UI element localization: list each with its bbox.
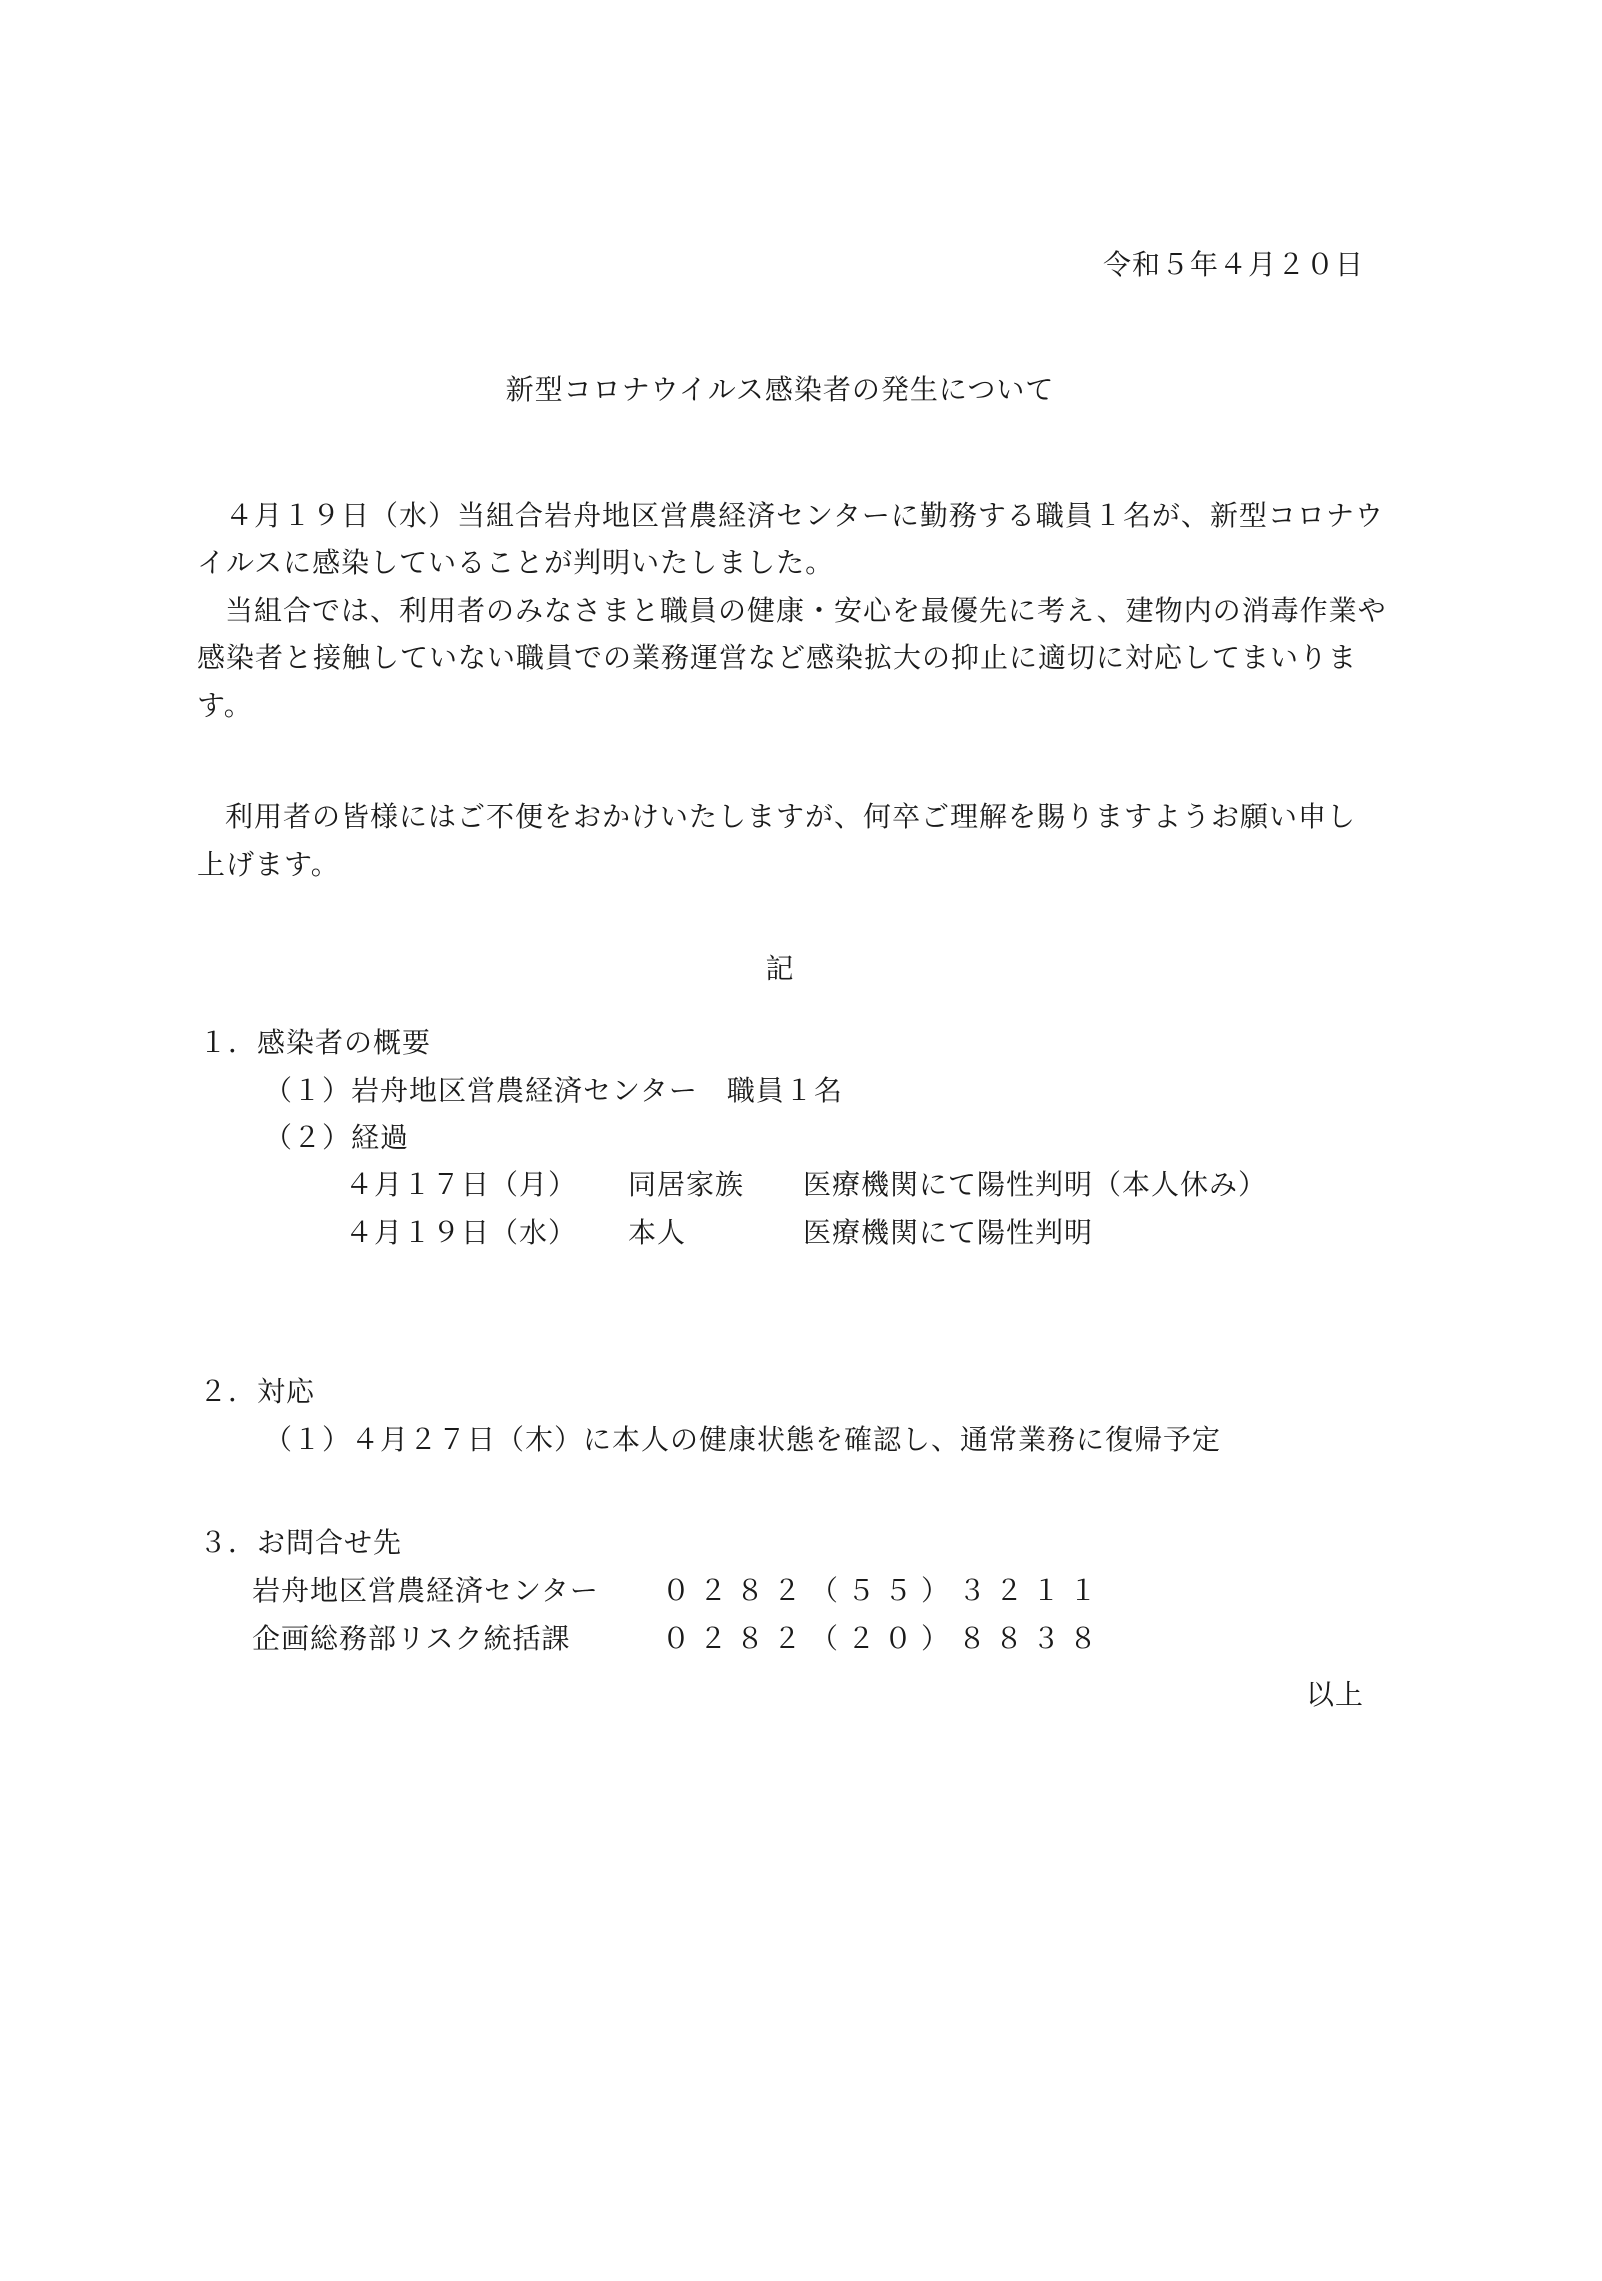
timeline-who: 本人 bbox=[628, 1216, 687, 1249]
timeline-date: ４月１９日（水） bbox=[345, 1216, 578, 1249]
timeline-what: 医療機関にて陽性判明（本人休み） bbox=[803, 1168, 1268, 1201]
contact-name: 企画総務部リスク統括課 bbox=[252, 1622, 571, 1655]
section-2-heading: ２．対応 bbox=[199, 1375, 316, 1408]
body-paragraph-2-line-3: す。 bbox=[197, 689, 253, 722]
body-paragraph-3-line-2: 上げます。 bbox=[197, 848, 340, 881]
section-2-item-1: （１）４月２７日（木）に本人の健康状態を確認し、通常業務に復帰予定 bbox=[264, 1423, 1222, 1456]
document-title: 新型コロナウイルス感染者の発生について bbox=[505, 373, 1055, 406]
body-paragraph-1-line-1: ４月１９日（水）当組合岩舟地区営農経済センターに勤務する職員１名が、新型コロナウ bbox=[225, 499, 1384, 532]
contact-phone: ０２８２（２０）８８３８ bbox=[662, 1622, 1107, 1655]
section-3-heading: ３．お問合せ先 bbox=[199, 1526, 403, 1559]
timeline-what: 医療機関にて陽性判明 bbox=[803, 1216, 1094, 1249]
body-paragraph-1-line-2: イルスに感染していることが判明いたしました。 bbox=[197, 546, 835, 579]
ki-heading: 記 bbox=[765, 952, 795, 985]
timeline-date: ４月１７日（月） bbox=[345, 1168, 578, 1201]
closing-ijo: 以上 bbox=[1305, 1678, 1364, 1711]
section-1-item-1: （１）岩舟地区営農経済センター 職員１名 bbox=[264, 1074, 843, 1107]
section-1-heading: １．感染者の概要 bbox=[199, 1026, 432, 1059]
section-1-item-2: （２）経過 bbox=[264, 1121, 410, 1154]
document-date: 令和５年４月２０日 bbox=[1102, 248, 1364, 281]
body-paragraph-2-line-2: 感染者と接触していない職員での業務運営など感染拡大の抑止に適切に対応してまいりま bbox=[197, 641, 1358, 674]
body-paragraph-3-line-1: 利用者の皆様にはご不便をおかけいたしますが、何卒ご理解を賜りますようお願い申し bbox=[225, 800, 1357, 833]
contact-name: 岩舟地区営農経済センター bbox=[252, 1574, 599, 1607]
timeline-who: 同居家族 bbox=[628, 1168, 745, 1201]
contact-phone: ０２８２（５５）３２１１ bbox=[662, 1574, 1107, 1607]
body-paragraph-2-line-1: 当組合では、利用者のみなさまと職員の健康・安心を最優先に考え、建物内の消毒作業や bbox=[225, 594, 1387, 627]
